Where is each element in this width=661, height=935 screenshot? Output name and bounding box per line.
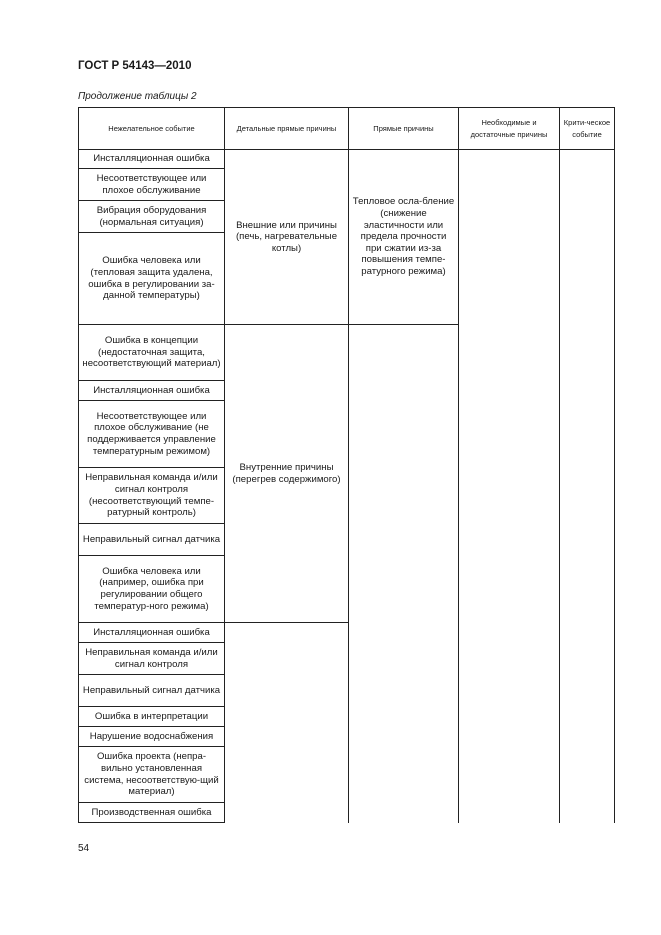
causes-table bbox=[78, 107, 615, 823]
event-cell: Несоответствующее или плохое обслуживание (не поддерживается управление температурным режимом) bbox=[79, 401, 225, 468]
event-cell: Производственная ошибка bbox=[79, 803, 225, 823]
event-cell: Вибрация оборудования (нормальная ситуация) bbox=[79, 201, 225, 233]
col-header-detailed-causes: Детальные прямые причины bbox=[225, 108, 349, 150]
detailed-cause-cell-empty bbox=[225, 623, 349, 823]
col-header-event: Нежелательное событие bbox=[79, 108, 225, 150]
event-cell: Инсталляционная ошибка bbox=[79, 623, 225, 643]
detailed-cause-cell: Внутренние причины (перегрев содержимого) bbox=[225, 325, 349, 623]
standard-title: ГОСТ Р 54143—2010 bbox=[78, 60, 192, 72]
event-cell: Неправильная команда и/или сигнал контроля bbox=[79, 643, 225, 675]
event-cell: Инсталляционная ошибка bbox=[79, 381, 225, 401]
event-cell: Ошибка в концепции (недостаточная защита, несоответствующий материал) bbox=[79, 325, 225, 381]
event-cell: Ошибка человека или (например, ошибка при регулировании общего температур-ного режима) bbox=[79, 556, 225, 623]
table-row bbox=[79, 150, 615, 169]
event-cell: Неправильный сигнал датчика bbox=[79, 675, 225, 707]
event-cell: Неправильный сигнал датчика bbox=[79, 524, 225, 556]
direct-cause-cell: Тепловое осла-бление (снижение эластичности или предела прочности при сжатии из-за повышения темпе-ратурного режима) bbox=[349, 150, 459, 325]
necessary-causes-cell bbox=[459, 150, 560, 823]
col-header-critical-event: Крити-ческое событие bbox=[560, 108, 615, 150]
event-cell: Ошибка проекта (непра-вильно установленная система, несоответствую-щий материал) bbox=[79, 747, 225, 803]
event-cell: Неправильная команда и/или сигнал контроля (несоответствующий темпе-ратурный контроль) bbox=[79, 468, 225, 524]
col-header-necessary-causes: Необходимые и достаточные причины bbox=[459, 108, 560, 150]
event-cell: Несоответствующее или плохое обслуживание bbox=[79, 169, 225, 201]
event-cell: Ошибка человека или (тепловая защита удалена, ошибка в регулировании за-данной температуры) bbox=[79, 233, 225, 325]
direct-cause-cell-empty bbox=[349, 325, 459, 823]
critical-event-cell bbox=[560, 150, 615, 823]
table-caption: Продолжение таблицы 2 bbox=[78, 91, 197, 102]
col-header-direct-causes: Прямые причины bbox=[349, 108, 459, 150]
event-cell: Нарушение водоснабжения bbox=[79, 727, 225, 747]
table-header-row bbox=[79, 108, 615, 150]
detailed-cause-cell: Внешние или причины (печь, нагревательные котлы) bbox=[225, 150, 349, 325]
event-cell: Ошибка в интерпретации bbox=[79, 707, 225, 727]
event-cell: Инсталляционная ошибка bbox=[79, 150, 225, 169]
page-number: 54 bbox=[78, 843, 90, 854]
